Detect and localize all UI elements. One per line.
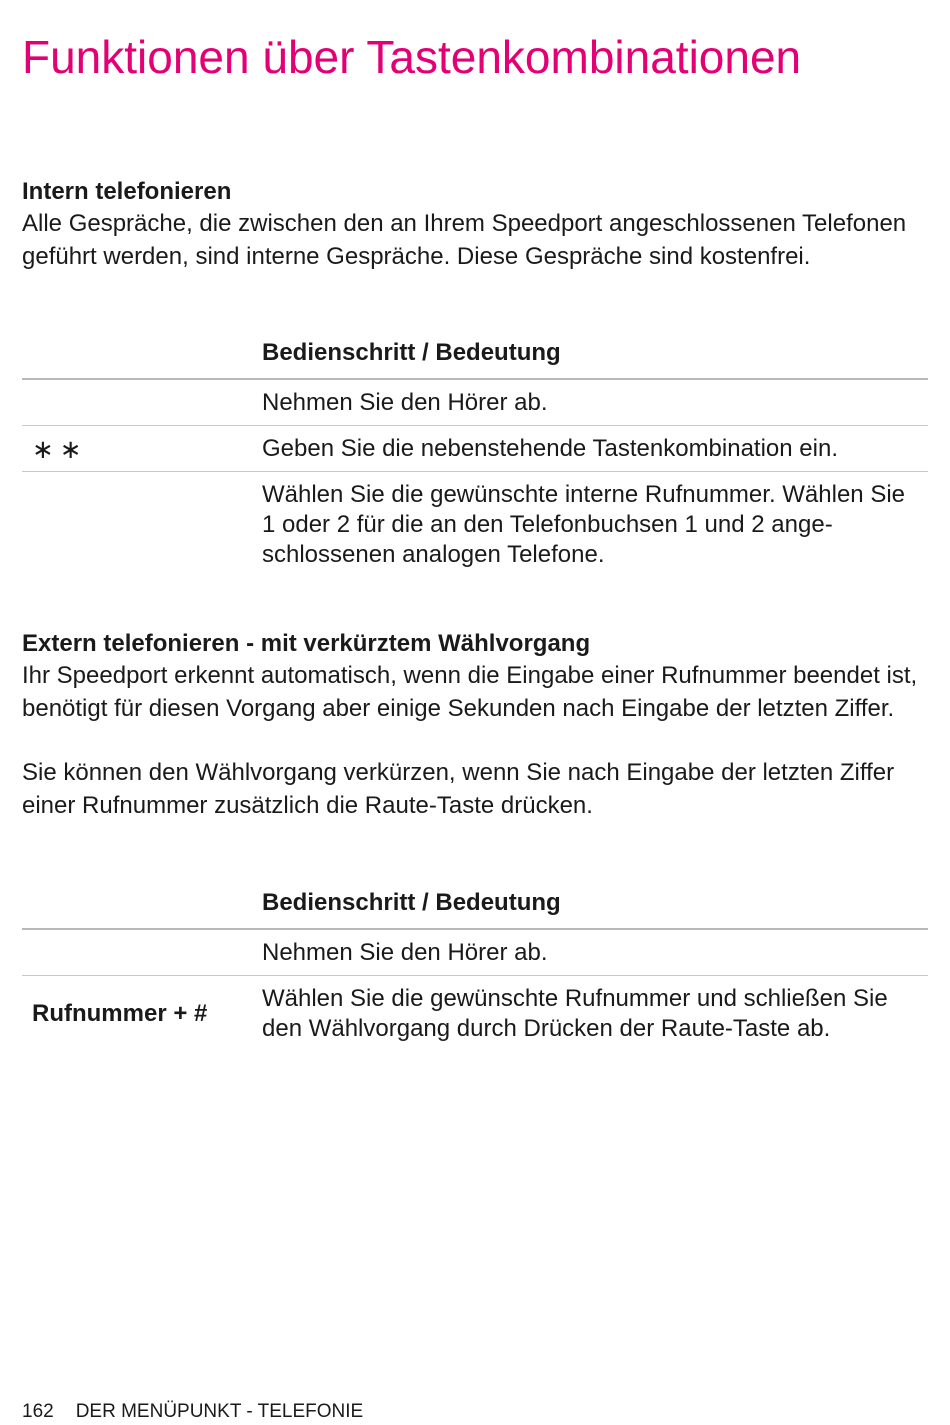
page-title: Funktionen über Tastenkombinationen [22, 31, 802, 83]
key-cell [22, 472, 262, 578]
desc-cell: Nehmen Sie den Hörer ab. [262, 379, 928, 426]
table-header-label: Bedienschritt / Bedeutung [262, 339, 561, 366]
section-text: Ihr Speedport erkennt automatisch, wenn die Eingabe einer Rufnummer beendet ist, benötigt für diesen Vorgang aber einige Sekunden nach Eingabe der letzten Ziffer. [22, 662, 918, 722]
section-text: Sie können den Wählvorgang verkürzen, wenn Sie nach Eingabe der letzten Ziffer einer Rufnummer zusätzlich die Raute-Taste drücken. [22, 759, 895, 819]
key-cell [22, 929, 262, 976]
desc-cell: Geben Sie die nebenstehende Tastenkombination ein. [262, 426, 928, 472]
desc-cell: Nehmen Sie den Hörer ab. [262, 929, 928, 976]
section-extern [22, 628, 928, 822]
extern-table [22, 888, 928, 1051]
desc-cell: Wählen Sie die gewünschte Rufnummer und schließen Sie den Wählvorgang durch Drücken der Raute-Taste ab. [262, 976, 928, 1052]
key-cell [22, 379, 262, 426]
table-row [22, 976, 928, 1052]
table-row [22, 379, 928, 426]
key-cell: Rufnummer + # [22, 976, 262, 1052]
page-footer [22, 1400, 385, 1424]
table-row [22, 426, 928, 472]
section-heading: Extern telefonieren - mit verkürztem Wählvorgang [22, 630, 591, 657]
page-number: 162 [22, 1401, 54, 1422]
table-row [22, 472, 928, 578]
desc-cell: Wählen Sie die gewünschte interne Rufnummer. Wählen Sie 1 oder 2 für die an den Telefonbuchsen 1 und 2 angeschlossenen analogen Telefone. [262, 472, 928, 578]
section-intern [22, 176, 928, 273]
table-header-label: Bedienschritt / Bedeutung [262, 889, 561, 916]
table-row [22, 929, 928, 976]
section-heading: Intern telefonieren [22, 178, 232, 205]
chapter-title: DER MENÜPUNKT - TELEFONIE [75, 1401, 364, 1422]
intern-table [22, 338, 928, 577]
table-header [22, 338, 928, 379]
section-text: Alle Gespräche, die zwischen den an Ihrem Speedport angeschlossenen Telefonen geführt werden, sind interne Gespräche. Diese Gespräche sind kostenfrei. [22, 210, 907, 270]
table-header [22, 888, 928, 929]
key-cell: ∗∗ [22, 426, 262, 472]
